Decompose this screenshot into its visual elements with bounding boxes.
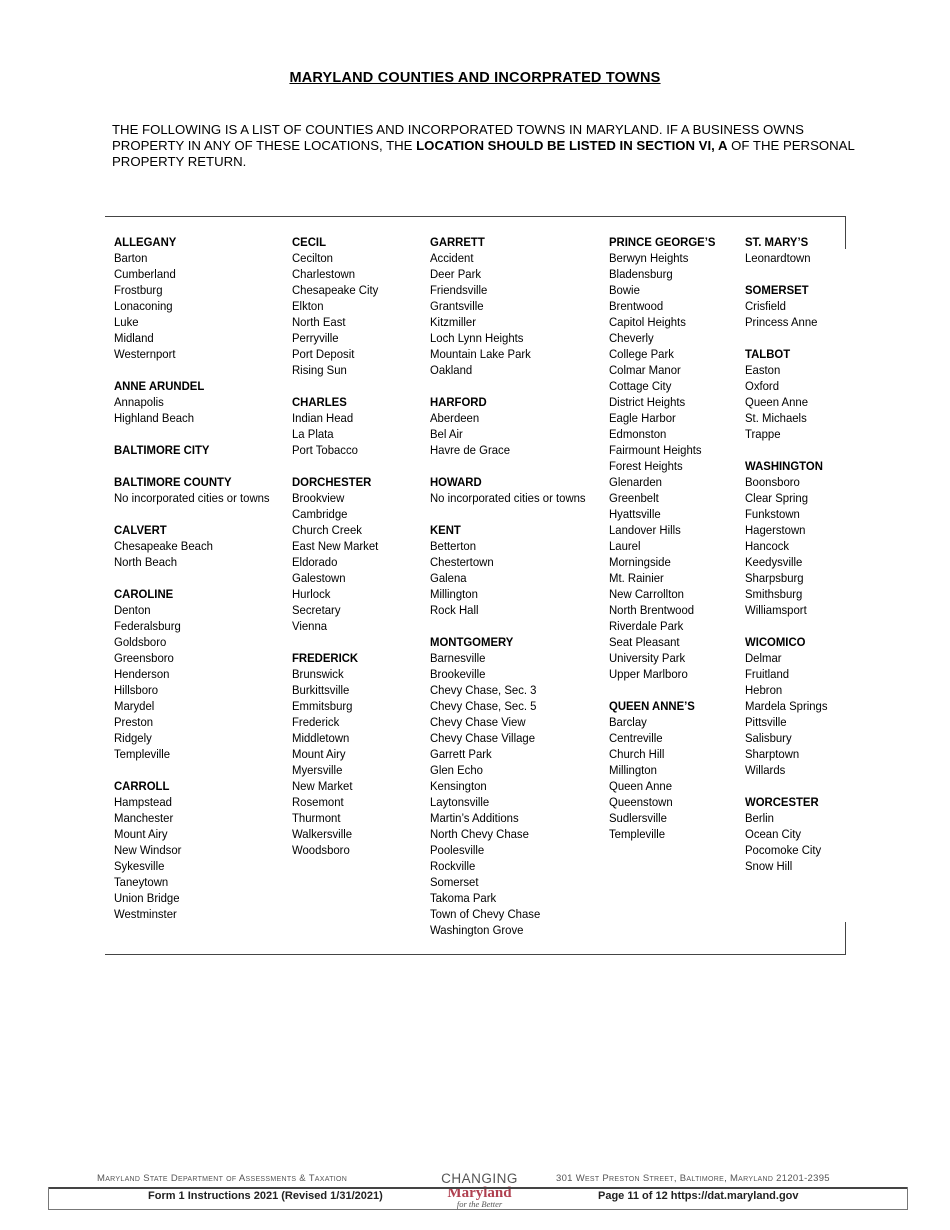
county-block [114,234,270,362]
town-name: Kensington [430,779,487,793]
town-name: Mt. Rainier [609,571,664,585]
town-name: Hebron [745,683,783,697]
town-name: Woodsboro [292,843,350,857]
county-block [114,778,270,922]
town-name: University Park [609,651,686,665]
town-name: Millington [430,587,478,601]
town-name: Martin’s Additions [430,811,519,825]
county-name: KENT [430,523,461,537]
county-block [745,234,828,266]
town-name: Chevy Chase Village [430,731,536,745]
town-name: Grantsville [430,299,484,313]
town-name: Glenarden [609,475,662,489]
town-name: Garrett Park [430,747,492,761]
county-block [292,650,378,858]
town-name: Oxford [745,379,780,393]
logo-line-3: for the Better [456,1199,503,1209]
town-name: Walkersville [292,827,353,841]
town-name: Chestertown [430,555,494,569]
intro-text-bold: LOCATION SHOULD BE LISTED IN SECTION VI, A [416,138,728,153]
county-column-3 [430,234,586,954]
town-name: Cecilton [292,251,333,265]
town-name: Cumberland [114,267,176,281]
town-name: Seat Pleasant [609,635,680,649]
county-name: ST. MARY’S [745,235,809,249]
town-name: Lonaconing [114,299,173,313]
town-name: Boonsboro [745,475,800,489]
town-name: Trappe [745,427,781,441]
town-name: Brookeville [430,667,486,681]
county-block [114,474,270,506]
town-name: Queen Anne [745,395,809,409]
town-name: Betterton [430,539,477,553]
county-name: CHARLES [292,395,347,409]
town-name: Funkstown [745,507,800,521]
county-name: BALTIMORE COUNTY [114,475,232,489]
town-name: Port Tobacco [292,443,358,457]
town-name: Mountain Lake Park [430,347,531,361]
county-name: FREDERICK [292,651,359,665]
county-name: ALLEGANY [114,235,177,249]
town-name: Aberdeen [430,411,480,425]
county-block [609,698,715,842]
town-name: Church Creek [292,523,362,537]
town-name: Ocean City [745,827,802,841]
town-name: Galena [430,571,467,585]
town-name: Cottage City [609,379,672,393]
county-block [745,282,828,330]
town-name: Riverdale Park [609,619,684,633]
county-block [292,234,378,378]
footer-rule-left [48,1187,49,1210]
footer-rule-right [907,1187,908,1210]
town-name: Rosemont [292,795,344,809]
town-name: New Market [292,779,353,793]
town-name: Rock Hall [430,603,479,617]
town-name: Perryville [292,331,339,345]
town-name: Barclay [609,715,647,729]
county-column-4 [609,234,715,858]
town-name: Somerset [430,875,479,889]
town-name: Queenstown [609,795,673,809]
county-block [745,346,828,442]
town-name: Barnesville [430,651,486,665]
footer-rule-top [48,1187,908,1189]
town-name: Takoma Park [430,891,497,905]
county-block [430,234,586,378]
town-name: Salisbury [745,731,792,745]
county-name: GARRETT [430,235,485,249]
town-name: Hyattsville [609,507,661,521]
town-name: East New Market [292,539,379,553]
town-name: Church Hill [609,747,665,761]
county-name: HARFORD [430,395,487,409]
county-block [430,474,586,506]
town-name: Charlestown [292,267,356,281]
intro-text-1: THE FOLLOWING IS A LIST OF COUNTIES AND INCORPORATED TOWNS IN MARYLAND. IF A BUSINESS OWNS PROPERTY IN ANY OF THESE LOCATIONS, THE [112,122,804,153]
town-name: Westminster [114,907,177,921]
town-name: Hillsboro [114,683,159,697]
county-block [114,442,270,458]
town-name: Chevy Chase View [430,715,526,729]
town-name: No incorporated cities or towns [430,491,586,505]
town-name: Chevy Chase, Sec. 3 [430,683,537,697]
town-name: Templeville [114,747,171,761]
town-name: Easton [745,363,781,377]
town-name: Hancock [745,539,790,553]
list-frame-right-top [845,216,846,249]
county-name: WASHINGTON [745,459,823,473]
county-block [114,586,270,762]
town-name: Delmar [745,651,782,665]
footer-rule-bottom [48,1209,908,1210]
county-block [745,458,828,618]
town-name: Berlin [745,811,774,825]
town-name: Sudlersville [609,811,667,825]
footer-form-label: Form 1 Instructions 2021 (Revised 1/31/2021) [148,1190,383,1202]
county-block [292,394,378,458]
town-name: Bel Air [430,427,463,441]
town-name: Vienna [292,619,328,633]
town-name: Frederick [292,715,340,729]
town-name: Colmar Manor [609,363,681,377]
town-name: Willards [745,763,786,777]
county-block [430,522,586,618]
town-name: Barton [114,251,148,265]
town-name: Manchester [114,811,174,825]
town-name: Union Bridge [114,891,180,905]
town-name: Eagle Harbor [609,411,676,425]
footer-address: 301 West Preston Street, Baltimore, Maryland 21201-2395 [556,1173,830,1184]
town-name: Kitzmiller [430,315,476,329]
county-block [114,378,270,426]
list-frame-right-bottom [845,922,846,954]
town-name: Hagerstown [745,523,806,537]
town-name: Myersville [292,763,343,777]
footer-agency: Maryland State Department of Assessments & Taxation [97,1173,348,1184]
county-name: WICOMICO [745,635,806,649]
list-frame-bottom [105,954,846,955]
town-name: Templeville [609,827,666,841]
town-name: Pocomoke City [745,843,822,857]
town-name: Hampstead [114,795,172,809]
county-name: SOMERSET [745,283,809,297]
town-name: Marydel [114,699,155,713]
town-name: Hurlock [292,587,331,601]
town-name: Burkittsville [292,683,350,697]
logo-line-2: Maryland [447,1185,512,1201]
town-name: Deer Park [430,267,482,281]
town-name: Bladensburg [609,267,673,281]
town-name: Sykesville [114,859,165,873]
town-name: Taneytown [114,875,169,889]
town-name: Accident [430,251,474,265]
town-name: Eldorado [292,555,338,569]
county-block [430,394,586,458]
county-column-1 [114,234,270,938]
town-name: Capitol Heights [609,315,686,329]
county-name: CAROLINE [114,587,174,601]
town-name: Highland Beach [114,411,195,425]
town-name: Thurmont [292,811,341,825]
town-name: College Park [609,347,674,361]
town-name: Goldsboro [114,635,167,649]
town-name: Morningside [609,555,671,569]
town-name: Poolesville [430,843,485,857]
town-name: Upper Marlboro [609,667,688,681]
county-block [292,474,378,634]
town-name: Centreville [609,731,663,745]
town-name: Westernport [114,347,176,361]
logo-line-1: CHANGING [441,1171,518,1186]
town-name: Chesapeake Beach [114,539,213,553]
town-name: Brentwood [609,299,664,313]
town-name: Annapolis [114,395,164,409]
town-name: Smithsburg [745,587,803,601]
town-name: Cambridge [292,507,348,521]
town-name: Federalsburg [114,619,181,633]
town-name: Pittsville [745,715,787,729]
county-block [609,234,715,682]
county-block [745,794,828,874]
town-name: Rising Sun [292,363,347,377]
town-name: Midland [114,331,154,345]
town-name: Landover Hills [609,523,681,537]
town-name: Washington Grove [430,923,524,937]
county-name: CECIL [292,235,327,249]
changing-maryland-logo [432,1172,527,1209]
county-name: PRINCE GEORGE’S [609,235,716,249]
town-name: Havre de Grace [430,443,511,457]
town-name: Denton [114,603,151,617]
town-name: North East [292,315,346,329]
town-name: New Windsor [114,843,182,857]
town-name: Sharpsburg [745,571,804,585]
town-name: Preston [114,715,154,729]
intro-paragraph [112,122,872,170]
town-name: North Brentwood [609,603,695,617]
county-name: ANNE ARUNDEL [114,379,205,393]
town-name: Berwyn Heights [609,251,689,265]
town-name: Oakland [430,363,473,377]
town-name: Williamsport [745,603,807,617]
town-name: Luke [114,315,139,329]
county-name: CARROLL [114,779,170,793]
town-name: Elkton [292,299,324,313]
town-name: Secretary [292,603,341,617]
town-name: Greenbelt [609,491,659,505]
town-name: Chevy Chase, Sec. 5 [430,699,537,713]
town-name: Queen Anne [609,779,673,793]
town-name: Millington [609,763,657,777]
town-name: Princess Anne [745,315,818,329]
town-name: Brunswick [292,667,344,681]
town-name: Keedysville [745,555,803,569]
town-name: Laytonsville [430,795,490,809]
town-name: Henderson [114,667,170,681]
town-name: Laurel [609,539,641,553]
town-name: Frostburg [114,283,163,297]
town-name: Edmonston [609,427,667,441]
county-name: HOWARD [430,475,482,489]
town-name: No incorporated cities or towns [114,491,270,505]
town-name: Emmitsburg [292,699,353,713]
town-name: Brookview [292,491,345,505]
page-title: MARYLAND COUNTIES AND INCORPRATED TOWNS [289,70,661,86]
town-name: Loch Lynn Heights [430,331,524,345]
county-column-2 [292,234,378,874]
county-name: QUEEN ANNE’S [609,699,695,713]
county-name: CALVERT [114,523,167,537]
town-name: Glen Echo [430,763,483,777]
town-name: New Carrollton [609,587,684,601]
town-name: Mount Airy [292,747,346,761]
page-footer [0,1165,950,1230]
county-block [745,634,828,778]
town-name: Port Deposit [292,347,355,361]
county-name: DORCHESTER [292,475,372,489]
town-name: Mount Airy [114,827,168,841]
town-name: Indian Head [292,411,354,425]
county-block [114,522,270,570]
footer-page-info: Page 11 of 12 https://dat.maryland.gov [598,1190,799,1202]
county-block [430,634,586,938]
intro-text-2: OF THE PERSONAL PROPERTY RETURN. [112,138,855,169]
town-name: Leonardtown [745,251,811,265]
town-name: North Beach [114,555,178,569]
county-name: TALBOT [745,347,791,361]
town-name: Crisfield [745,299,786,313]
town-name: Galestown [292,571,346,585]
town-name: Bowie [609,283,640,297]
town-name: Fairmount Heights [609,443,702,457]
town-name: Town of Chevy Chase [430,907,541,921]
county-name: WORCESTER [745,795,819,809]
town-name: Middletown [292,731,350,745]
town-name: Clear Spring [745,491,809,505]
town-name: Friendsville [430,283,488,297]
town-name: St. Michaels [745,411,807,425]
county-name: BALTIMORE CITY [114,443,210,457]
town-name: North Chevy Chase [430,827,529,841]
town-name: Sharptown [745,747,800,761]
town-name: Rockville [430,859,476,873]
town-name: Cheverly [609,331,654,345]
town-name: Forest Heights [609,459,683,473]
county-column-5 [745,234,828,890]
county-name: MONTGOMERY [430,635,514,649]
town-name: La Plata [292,427,334,441]
town-name: Greensboro [114,651,174,665]
town-name: Snow Hill [745,859,793,873]
town-name: District Heights [609,395,686,409]
town-name: Mardela Springs [745,699,828,713]
town-name: Fruitland [745,667,790,681]
town-name: Ridgely [114,731,152,745]
list-frame-top [105,216,846,217]
town-name: Chesapeake City [292,283,379,297]
